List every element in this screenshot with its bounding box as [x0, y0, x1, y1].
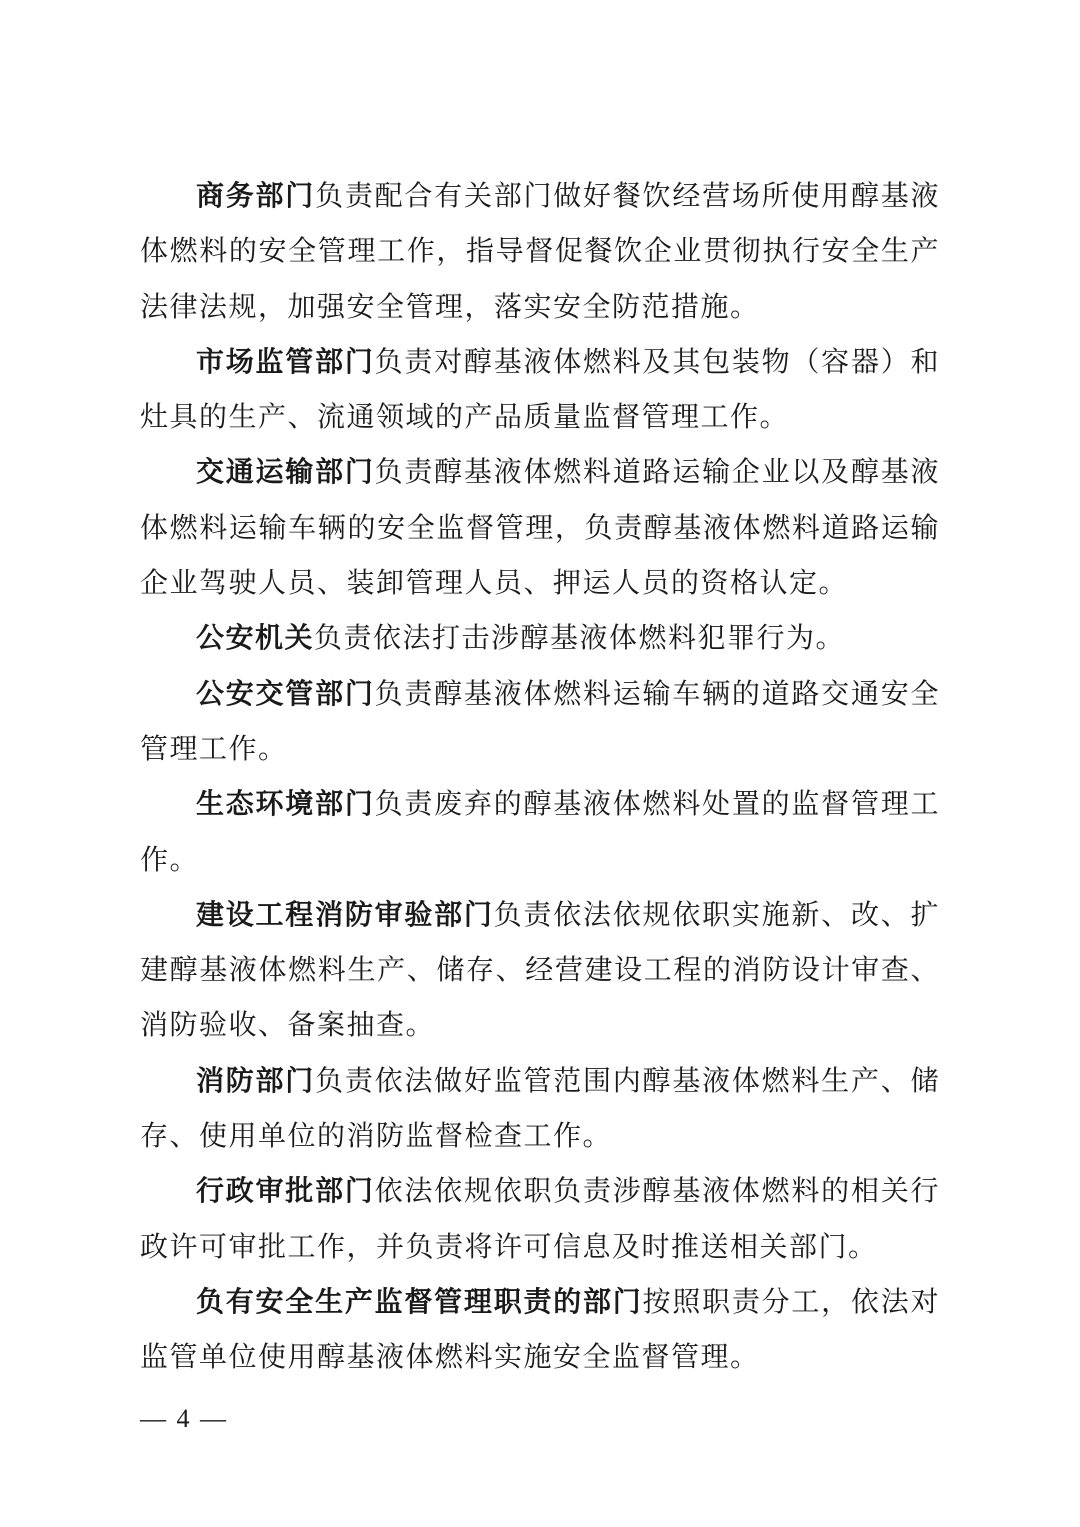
paragraph-text: 负责依法做好监管范围内醇基液体燃料生产、储存、使用单位的消防监督检查工作。 [140, 1063, 940, 1153]
department-name: 建设工程消防审验部门 [196, 897, 494, 931]
department-name: 交通运输部门 [196, 455, 375, 489]
paragraph-text: 负责依法依规依职实施新、改、扩建醇基液体燃料生产、储存、经营建设工程的消防设计审查、消防验收、备案抽查。 [140, 897, 940, 1042]
paragraph-ecology-environment [140, 776, 940, 887]
paragraph-fire-department [140, 1053, 940, 1164]
paragraph-public-security [140, 610, 940, 665]
department-name: 负有安全生产监督管理职责的部门 [196, 1284, 643, 1318]
department-name: 公安交管部门 [196, 676, 375, 710]
paragraph-market-supervision [140, 334, 940, 445]
page-number: — 4 — [140, 1404, 228, 1433]
paragraph-commerce [140, 168, 940, 334]
paragraph-safety-supervision [140, 1274, 940, 1385]
department-name: 生态环境部门 [196, 787, 375, 821]
department-name: 市场监管部门 [196, 344, 375, 378]
department-name: 公安机关 [196, 621, 315, 655]
paragraph-traffic-police [140, 666, 940, 777]
paragraph-text: 负责废弃的醇基液体燃料处置的监督管理工作。 [140, 787, 940, 876]
paragraph-text: 按照职责分工，依法对监管单位使用醇基液体燃料实施安全监督管理。 [140, 1284, 940, 1374]
paragraph-text: 依法依规依职负责涉醇基液体燃料的相关行政许可审批工作，并负责将许可信息及时推送相关部门。 [140, 1174, 940, 1263]
paragraph-text: 负责依法打击涉醇基液体燃料犯罪行为。 [314, 621, 846, 655]
paragraph-administrative-approval [140, 1163, 940, 1274]
department-name: 消防部门 [196, 1063, 316, 1097]
paragraph-text: 负责醇基液体燃料运输车辆的道路交通安全管理工作。 [140, 676, 940, 765]
paragraph-text: 负责醇基液体燃料道路运输企业以及醇基液体燃料运输车辆的安全监督管理，负责醇基液体燃料道路运输企业驾驶人员、装卸管理人员、押运人员的资格认定。 [140, 455, 940, 600]
paragraph-text: 负责对醇基液体燃料及其包装物（容器）和灶具的生产、流通领域的产品质量监督管理工作。 [140, 344, 940, 434]
department-name: 商务部门 [196, 179, 316, 212]
document-body [140, 168, 940, 1385]
department-name: 行政审批部门 [196, 1174, 375, 1208]
paragraph-fire-review [140, 887, 940, 1053]
paragraph-text: 负责配合有关部门做好餐饮经营场所使用醇基液体燃料的安全管理工作，指导督促餐饮企业贯彻执行安全生产法律法规，加强安全管理，落实安全防范措施。 [140, 179, 940, 323]
paragraph-transport [140, 444, 940, 610]
